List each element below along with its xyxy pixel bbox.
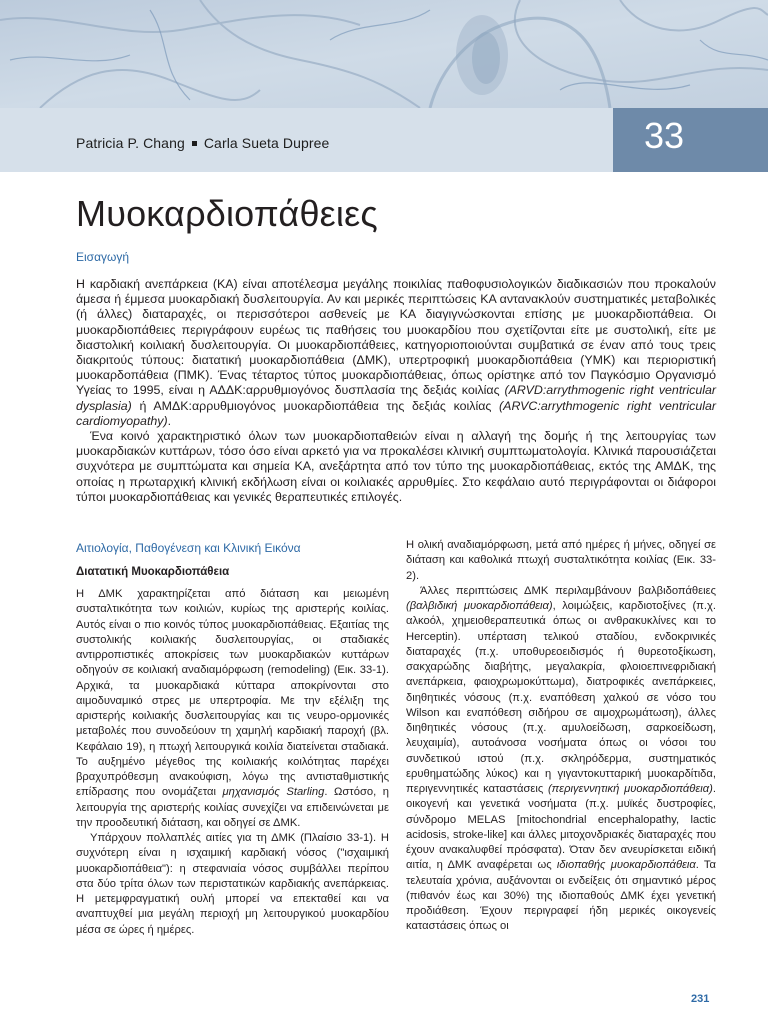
author-1: Patricia P. Chang bbox=[76, 135, 185, 151]
page-number: 231 bbox=[691, 993, 710, 1005]
authors-line bbox=[76, 135, 329, 151]
author-separator bbox=[192, 141, 197, 146]
dcm-paragraph-2: Υπάρχουν πολλαπλές αιτίες για τη ΔΜΚ (Πλαίσιο 33-1). Η συχνότερη είναι η ισχαιμική καρδιακή νόσος ("ισχαιμική μυοκαρδιοπάθεια"): η στεφανιαία νόσος συμβάλλει περίπου στα δύο τρίτα όλων των περιστατικών καρδιακής ανεπάρκειας. Η μετεμφραγματική ουλή μπορεί να επεκταθεί και να αναπτυχθεί μια μεγάλη περιοχή μη λειτουργικού μυοκαρδίου μέσα σε ώρες ή ημέρες. bbox=[76, 832, 389, 936]
dcm-paragraph-1: Η ΔΜΚ χαρακτηρίζεται από διάταση και μειωμένη συσταλτικότητα των κοιλιών, κυρίως της αριστερής κοιλίας. Αυτός είναι ο πιο κοινός τύπος μυοκαρδιοπάθειας. Εξαιτίας της συστολικής κοιλιακής δυσλειτουργίας, οι σταδιακές αντιρροπιστικές αποκρίσεις των μυοκαρδιακών κυττάρων οδηγούν σε κοιλιακή αναδιαμόρφωση (remodeling) (Εικ. 33-1). Αρχικά, τα μυοκαρδιακά κύτταρα αποκρίνονται στο αιμοδυναμικό στρες με υπερτροφία. Με την εξέλιξη της αριστερής κοιλιακής δυσλειτουργίας και τις νευρο-ορμονικές μεταβολές που συνοδεύουν τη χαμηλή καρδιακή παροχή (βλ. Κεφάλαιο 19), η πτωχή λειτουργικά κοιλία διατείνεται σταδιακά. Το αυξημένο μέγεθος της κοιλιακής κοιλότητας παρέχει βραχυπρόθεσμη ανακούφιση, λόγω της αντισταθμιστικής επίδρασης που ονομάζεται μηχανισμός Starling. Ωστόσο, η λειτουργία της αριστερής κοιλίας συνεχίζει να επιδεινώνεται με την προοδευτική διάταση, και οδηγεί σε ΔΜΚ. bbox=[76, 588, 389, 829]
intro-text bbox=[76, 277, 716, 505]
remodeling-paragraph: Η ολική αναδιαμόρφωση, μετά από ημέρες ή μήνες, οδηγεί σε διάταση και καθολικά πτωχή συσταλτικότητα κοιλίας (Εικ. 33-2). bbox=[406, 539, 716, 582]
left-column-text bbox=[76, 587, 389, 938]
author-2: Carla Sueta Dupree bbox=[203, 135, 330, 151]
dcm-subheading: Διατατική Μυοκαρδιοπάθεια bbox=[76, 566, 230, 578]
page-title: Μυοκαρδιοπάθειες bbox=[76, 193, 378, 234]
intro-paragraph-2: Ένα κοινό χαρακτηριστικό όλων των μυοκαρδιοπαθειών είναι η αλλαγή της δομής ή της λειτουργίας των μυοκαρδιακών κυττάρων, τόσο όσο είναι αρκετό για να προκαλέσει κλινική συμπτωματολογία. Κλινικά παρουσιάζεται συχνότερα με συμπτώματα και σημεία ΚΑ, ανεξάρτητα από τον τύπο της μυοκαρδιοπάθειας, εκτός της ΑΜΔΚ, της οποίας η πρωταρχική κλινική εκδήλωση είναι οι κοιλιακές αρρυθμίες. Στο κεφάλαιο αυτό περιγράφονται οι διάφοροι τύποι μυοκαρδιοπάθειας και γενικές θεραπευτικές επιλογές. bbox=[76, 429, 716, 504]
intro-heading: Εισαγωγή bbox=[76, 250, 130, 264]
vessel-illustration bbox=[0, 0, 768, 108]
etiology-heading: Αιτιολογία, Παθογένεση και Κλινική Εικόνα bbox=[76, 541, 301, 555]
intro-paragraph-1: Η καρδιακή ανεπάρκεια (ΚΑ) είναι αποτέλεσμα μεγάλης ποικιλίας παθοφυσιολογικών διαδικασιών που προκαλούν άμεσα ή έμμεσα μυοκαρδιακή δυσλειτουργία. Αν και μερικές περιπτώσεις ΚΑ αντανακλούν συστηματικές μεταβολικές (ή άλλες) διαταραχές, οι περισσότεροι ασθενείς με ΚΑ διαγιγνώσκονται επίσης με μυοκαρδιοπάθεια. Οι μυοκαρδιοπάθειες περιγράφουν ευρέως τις παθήσεις του μυοκαρδίου που σχετίζονται είτε με συστολική, είτε με διαστολική κοιλιακή δυσλειτουργία. Οι μυοκαρδιοπάθειες, κατηγοριοποιούνται συμβατικά σε έναν από τους τρεις διακριτούς τύπους: διατατική μυοκαρδιοπάθεια (ΔΜΚ), υπερτροφική μυοκαρδιοπάθεια (ΥΜΚ) και περιοριστική μυοκαρδοπάθεια (ΠΜΚ). Ένας τέταρτος τύπος μυοκαρδιοπάθειας, όπως ορίστηκε από τον Παγκόσμιο Οργανισμό Υγείας το 1995, είναι η ΑΔΔΚ:αρρυθμιογόνος δυσπλασία της δεξιάς κοιλίας (ARVD:arrythmogenic right ventricular dysplasia) ή ΑΜΔΚ:αρρυθμιογόνος μυοκαρδιοπάθεια της δεξιάς κοιλίας (ARVC:arrythmogenic right ventricular cardiomyopathy). bbox=[76, 277, 716, 428]
right-column-text bbox=[406, 538, 716, 935]
header-anatomical-illustration bbox=[0, 0, 768, 108]
chapter-number: 33 bbox=[643, 115, 685, 156]
dcm-causes-paragraph: Άλλες περιπτώσεις ΔΜΚ περιλαμβάνουν βαλβιδοπάθειες (βαλβιδική μυοκαρδιοπάθεια), λοιμώξεις, καρδιοτοξίνες (π.χ. αλκοόλ, χημειοθεραπευτικά όπως οι ανθρακυκλίνες και το Herceptin). υπέρταση τελικού σταδίου, ενδοκρινικές διαταραχές (π.χ. υποθυρεοειδισμός ή θυρεοτοξίκωση, σακχαρώδης διαβήτης, μεγαλακρία, φλοιοεπινεφριδιακή ανεπάρκεια, φαιοχρωμοκύττωμα), διατροφικές ανεπάρκειες, διηθητικές νόσους (π.χ. εναπόθεση χαλκού σε νόσο του Wilson και εναπόθεση σιδήρου σε αιμοχρωμάτωση), άλλες διηθητικές νόσους (π.χ. αμυλοείδωση, σαρκοείδωση, λευχαιμία), αυτοάνοσα νοσήματα όπως οι νόσοι του συνδετικού ιστού (π.χ. σκληρόδερμα, συστηματικός ερυθηματώδης λύκος) και η γιγαντοκυτταρική μυοκαρδίτιδα, περιγεννητικές καταστάσεις (περιγεννητική μυοκαρδιοπάθεια). οικογενή και γενετικά νοσήματα (π.χ. μυϊκές δυστροφίες, σύνδρομο MELAS [mitochondrial encephalopathy, lactic acidosis, stroke-like] και άλλες μιτοχονδριακές διαταραχές που έχουν ανακαλυφθεί πρόσφατα). Όταν δεν ανευρίσκεται ειδική αιτία, η ΔΜΚ αναφέρεται ως ιδιοπαθής μυοκαρδιοπάθεια. Τα τελευταία χρόνια, αυξάνονται οι ενδείξεις ότι σημαντικό μέρος (πιθανόν έως και 30%) της ιδιοπαθούς ΔΜΚ έχει γενετική προδιάθεση. Έχουν περιγραφεί ήδη μερικές οικογενείς καταστάσεις όπως οι bbox=[406, 584, 716, 933]
